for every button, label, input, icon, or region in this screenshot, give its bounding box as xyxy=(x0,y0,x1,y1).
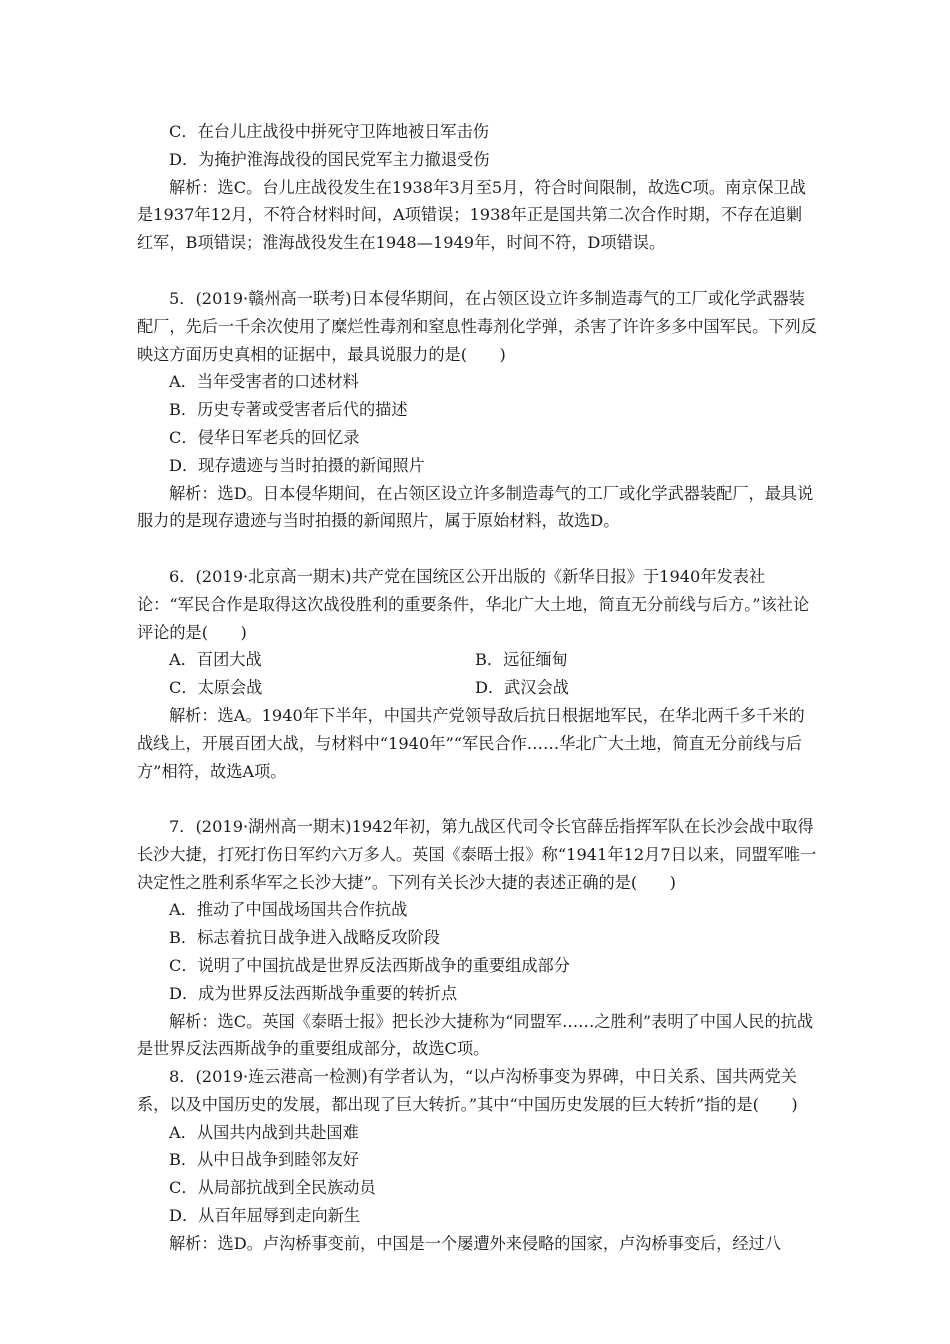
q6-options-row-2 xyxy=(137,674,817,702)
q5-option-d: D．现存遗迹与当时拍摄的新闻照片 xyxy=(169,455,425,475)
q8-stem: 8．(2019·连云港高一检测)有学者认为，“以卢沟桥事变为界碑，中日关系、国共两党关系，以及中国历史的发展，都出现了巨大转折。”其中“中国历史发展的巨大转折”指的是( ) xyxy=(137,1067,798,1114)
q6-stem: 6．(2019·北京高一期末)共产党在国统区公开出版的《新华日报》于1940年发表社论：“军民合作是取得这次战役胜利的重要条件，华北广大土地，简直无分前线与后方。”该社论评论的是( ) xyxy=(137,567,810,642)
q6-option-b: B．远征缅甸 xyxy=(475,650,568,670)
q4-analysis: 解析：选C。台儿庄战役发生在1938年3月至5月，符合时间限制，故选C项。南京保卫战是1937年12月，不符合材料时间，A项错误；1938年正是国共第二次合作时期，不存在追剿红军，B项错误；淮海战役发生在1948—1949年，时间不符，D项错误。 xyxy=(137,177,806,253)
q7-stem: 7．(2019·湖州高一期末)1942年初，第九战区代司令长官薛岳指挥军队在长沙会战中取得长沙大捷，打死打伤日军约六万多人。英国《泰晤士报》称“1941年12月7日以来，同盟军唯一决定性之胜利系华军之长沙大捷”。下列有关长沙大捷的表述正确的是( ) xyxy=(137,817,817,892)
q4-option-d: D．为掩护淮海战役的国民党军主力撤退受伤 xyxy=(169,149,490,169)
question-4-tail xyxy=(137,118,817,257)
question-6 xyxy=(137,563,817,785)
question-7 xyxy=(137,813,817,1063)
q7-analysis: 解析：选C。英国《泰晤士报》把长沙大捷称为“同盟军……之胜利”表明了中国人民的抗战是世界反法西斯战争的重要组成部分，故选C项。 xyxy=(137,1011,814,1059)
q6-options-row-1 xyxy=(137,646,817,674)
question-5 xyxy=(137,285,817,535)
q7-option-a: A．推动了中国战场国共合作抗战 xyxy=(169,900,408,920)
q7-option-d: D．成为世界反法西斯战争重要的转折点 xyxy=(169,983,458,1003)
q5-option-c: C．侵华日军老兵的回忆录 xyxy=(169,427,360,447)
question-8 xyxy=(137,1063,817,1258)
q5-option-a: A．当年受害者的口述材料 xyxy=(169,372,359,392)
q5-option-b: B．历史专著或受害者后代的描述 xyxy=(169,400,408,420)
q8-option-c: C．从局部抗战到全民族动员 xyxy=(169,1178,376,1198)
q7-option-b: B．标志着抗日战争进入战略反攻阶段 xyxy=(169,928,440,948)
q6-option-a: A．百团大战 xyxy=(169,650,262,670)
q8-analysis: 解析：选D。卢沟桥事变前，中国是一个屡遭外来侵略的国家，卢沟桥事变后，经过八 xyxy=(169,1233,781,1253)
q8-option-b: B．从中日战争到睦邻友好 xyxy=(169,1150,359,1170)
q6-analysis: 解析：选A。1940年下半年，中国共产党领导敌后抗日根据地军民，在华北两千多千米的战线上，开展百团大战，与材料中“1940年”“军民合作……华北广大土地，简直无分前线与后方”相符，故选A项。 xyxy=(137,705,805,781)
q6-option-c: C．太原会战 xyxy=(169,678,263,698)
q8-option-a: A．从国共内战到共赴国难 xyxy=(169,1122,359,1142)
q5-analysis: 解析：选D。日本侵华期间，在占领区设立许多制造毒气的工厂或化学武器装配厂，最具说服力的是现存遗迹与当时拍摄的新闻照片，属于原始材料，故选D。 xyxy=(137,483,814,531)
q6-option-d: D．武汉会战 xyxy=(475,678,569,698)
q4-option-c: C．在台儿庄战役中拼死守卫阵地被日军击伤 xyxy=(169,122,489,141)
q8-option-d: D．从百年屈辱到走向新生 xyxy=(169,1205,361,1225)
q7-option-c: C．说明了中国抗战是世界反法西斯战争的重要组成部分 xyxy=(169,955,570,975)
q5-stem: 5．(2019·赣州高一联考)日本侵华期间，在占领区设立许多制造毒气的工厂或化学武器装配厂，先后一千余次使用了糜烂性毒剂和窒息性毒剂化学弹，杀害了许许多多中国军民。下列反映这方面历史真相的证据中，最具说服力的是( ) xyxy=(137,289,817,364)
